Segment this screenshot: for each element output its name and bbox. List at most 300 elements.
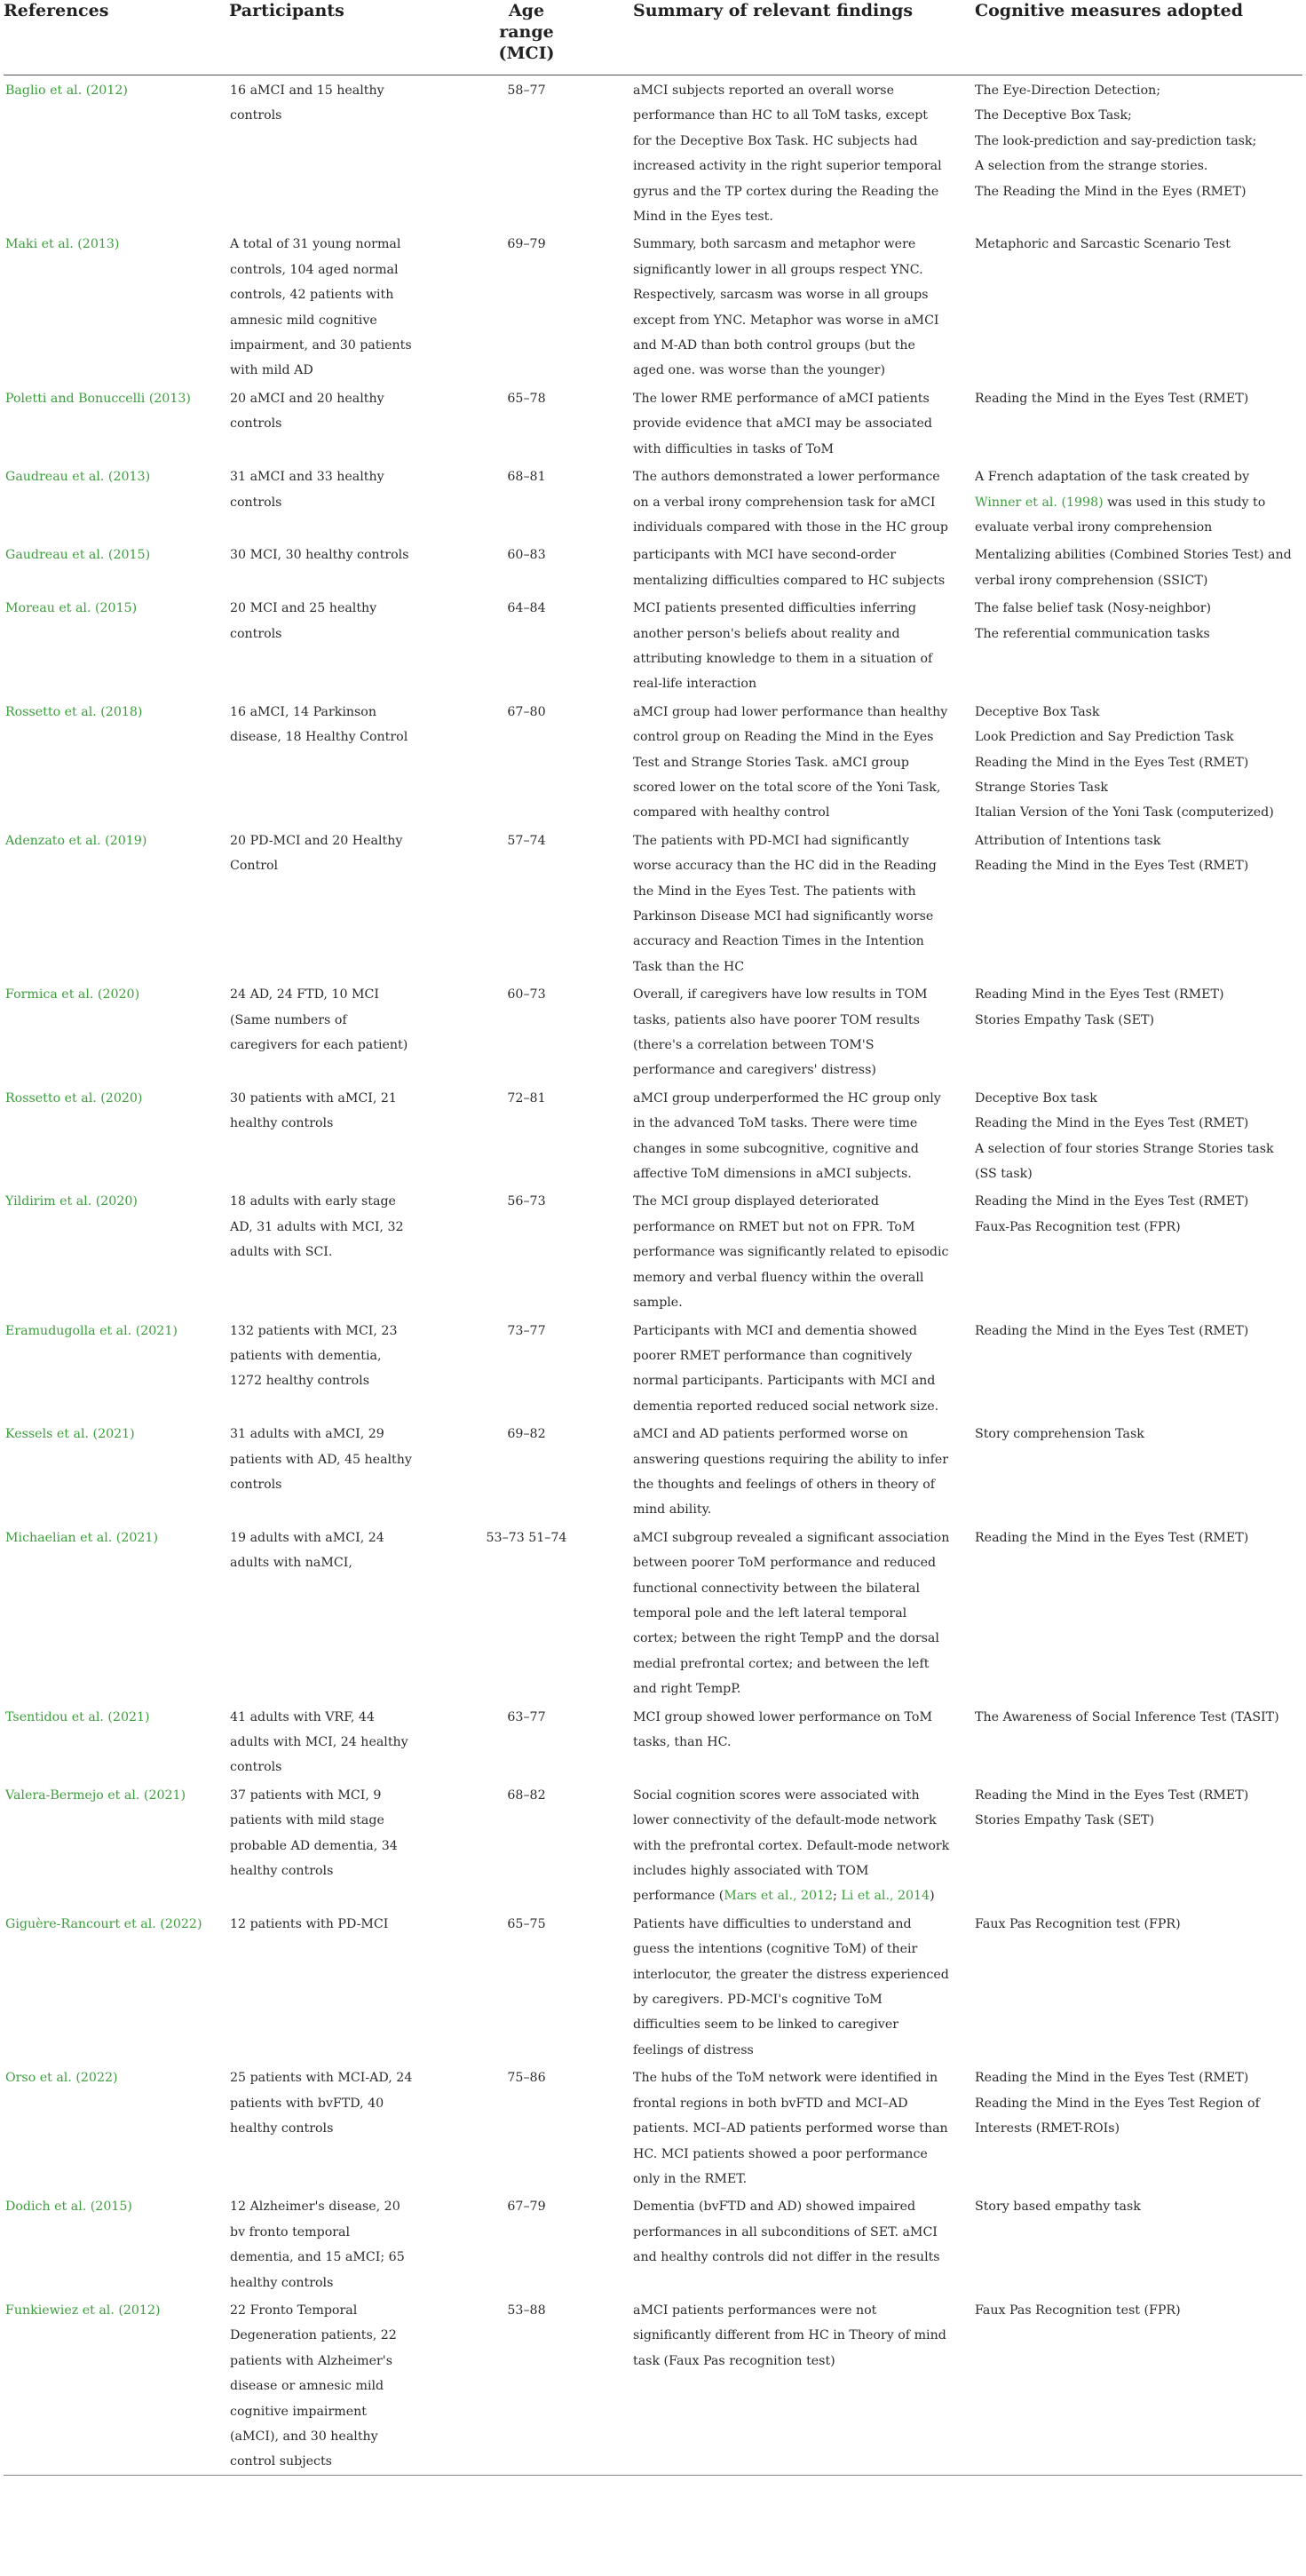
reference-authors[interactable]: Yildirim et al. ( bbox=[5, 1194, 101, 1209]
participants-text: 30 MCI, 30 healthy controls bbox=[230, 548, 409, 563]
findings-cell bbox=[633, 2063, 975, 2192]
reference-close-paren[interactable]: ) bbox=[145, 548, 151, 563]
age-range-cell bbox=[432, 2063, 633, 2192]
measures-cell bbox=[975, 2192, 1302, 2295]
reference-close-paren[interactable]: ) bbox=[145, 1709, 150, 1724]
reference-close-paren[interactable]: ) bbox=[132, 1194, 138, 1209]
measures-list bbox=[975, 386, 1297, 411]
measures-cell bbox=[975, 2063, 1302, 2192]
table-row bbox=[4, 462, 1302, 540]
age-range-cell bbox=[432, 2192, 633, 2295]
reference-authors[interactable]: Tsentidou et al. ( bbox=[5, 1709, 113, 1724]
age-range-cell bbox=[432, 1909, 633, 2063]
table-header bbox=[4, 0, 1302, 75]
header-row bbox=[4, 0, 1302, 75]
findings-text: The hubs of the ToM network were identified in frontal regions in both bvFTD and MCI–AD patients. MCI–AD patients performed worse than HC. MCI patients showed a poor performance only in the RMET. bbox=[633, 2071, 948, 2186]
header-findings: Summary of relevant findings bbox=[633, 1, 914, 20]
reference-authors[interactable]: Funkiewiez et al. ( bbox=[5, 2303, 123, 2318]
findings-cell bbox=[633, 979, 975, 1083]
reference-authors[interactable]: Dodich et al. ( bbox=[5, 2200, 96, 2215]
reference-cell bbox=[4, 826, 228, 979]
participants-cell bbox=[228, 2063, 432, 2192]
participants-text: 37 patients with MCI, 9 patients with mild stage probable AD dementia, 34 healthy controls bbox=[230, 1787, 398, 1879]
reference-cell bbox=[4, 593, 228, 697]
age-range-cell bbox=[432, 1316, 633, 1420]
participants-text: 16 aMCI and 15 healthy controls bbox=[230, 83, 384, 123]
age-range-text: 64–84 bbox=[507, 601, 546, 616]
measures-list bbox=[975, 2065, 1297, 2141]
reference-authors[interactable]: Rossetto et al. ( bbox=[5, 1090, 106, 1106]
table-row bbox=[4, 1186, 1302, 1315]
findings-text: Participants with MCI and dementia showed poorer RMET performance than cognitively normal participants. Participants with MCI and dementia reported reduced social network size. bbox=[633, 1323, 939, 1414]
age-range-text: 72–81 bbox=[507, 1090, 546, 1106]
measures-cell bbox=[975, 1083, 1302, 1187]
table-row bbox=[4, 2192, 1302, 2295]
findings-text: Dementia (bvFTD and AD) showed impaired performances in all subconditions of SET. aMCI and healthy controls did not differ in the results bbox=[633, 2200, 940, 2265]
measure-item: Reading the Mind in the Eyes Test (RMET) bbox=[975, 391, 1249, 406]
reference-year-link[interactable]: 2012 bbox=[123, 2303, 155, 2318]
reference-authors[interactable]: Eramudugolla et al. ( bbox=[5, 1323, 141, 1338]
findings-cell bbox=[633, 384, 975, 462]
reference-year-link[interactable]: 2021 bbox=[148, 1787, 181, 1803]
measures-list bbox=[975, 1086, 1297, 1187]
reference-close-paren[interactable]: ) bbox=[196, 1916, 202, 1931]
reference-authors[interactable]: Kessels et al. ( bbox=[5, 1427, 99, 1442]
reference-year-link[interactable]: 2013 bbox=[113, 470, 146, 485]
reference-year-link[interactable]: 2019 bbox=[109, 833, 142, 848]
participants-cell bbox=[228, 1186, 432, 1315]
measure-item: Reading the Mind in the Eyes Test (RMET) bbox=[975, 755, 1249, 770]
age-range-cell bbox=[432, 1702, 633, 1780]
measure-item: The false belief task (Nosy-neighbor) bbox=[975, 601, 1212, 616]
participants-text: 18 adults with early stage AD, 31 adults with MCI, 32 adults with SCI. bbox=[230, 1194, 404, 1260]
measures-list bbox=[975, 828, 1297, 879]
measures-cell bbox=[975, 1419, 1302, 1523]
measure-item: Reading the Mind in the Eyes Test (RMET) bbox=[975, 1323, 1249, 1338]
measures-cell bbox=[975, 1523, 1302, 1702]
table-row bbox=[4, 593, 1302, 697]
findings-cell bbox=[633, 462, 975, 540]
participants-cell bbox=[228, 1780, 432, 1909]
participants-cell bbox=[228, 1523, 432, 1702]
findings-cell bbox=[633, 826, 975, 979]
reference-close-paren[interactable]: ) bbox=[180, 1787, 186, 1803]
participants-text: 41 adults with VRF, 44 adults with MCI, 24 healthy controls bbox=[230, 1709, 408, 1775]
participants-text: 20 MCI and 25 healthy controls bbox=[230, 601, 377, 641]
reference-cell bbox=[4, 2192, 228, 2295]
findings-text: The patients with PD-MCI had significantly worse accuracy than the HC did in the Reading the Mind in the Eyes Test. The patients with Parkinson Disease MCI had significantly worse accuracy and Reaction Times in the Intention Task than the HC bbox=[633, 833, 937, 974]
measures-list bbox=[975, 1783, 1297, 1834]
participants-cell bbox=[228, 2295, 432, 2475]
participants-text: 31 adults with aMCI, 29 patients with AD, 45 healthy controls bbox=[230, 1427, 412, 1492]
reference-authors[interactable]: Gaudreau et al. ( bbox=[5, 470, 114, 485]
measure-item: The referential communication tasks bbox=[975, 626, 1210, 641]
reference-cell bbox=[4, 979, 228, 1083]
findings-cell bbox=[633, 1316, 975, 1420]
participants-text: 12 patients with PD-MCI bbox=[230, 1916, 389, 1931]
table-row bbox=[4, 1316, 1302, 1420]
findings-text: aMCI group had lower performance than healthy control group on Reading the Mind in the Eyes Test and Strange Stories Task. aMCI group scored lower on the total score of the Yoni Task, compared with healthy control bbox=[633, 704, 948, 820]
reference-year-link[interactable]: 2021 bbox=[98, 1427, 131, 1442]
reference-authors[interactable]: Valera-Bermejo et al. ( bbox=[5, 1787, 149, 1803]
participants-cell bbox=[228, 1316, 432, 1420]
findings-close-paren: ) bbox=[930, 1889, 935, 1904]
participants-text: 24 AD, 24 FTD, 10 MCI (Same numbers of caregivers for each patient) bbox=[230, 987, 408, 1053]
measure-item: Deceptive Box Task bbox=[975, 704, 1100, 719]
measure-item: The look-prediction and say-prediction task; bbox=[975, 133, 1257, 148]
age-range-text: 68–82 bbox=[507, 1787, 546, 1803]
age-range-cell bbox=[432, 593, 633, 697]
measures-cell bbox=[975, 75, 1302, 230]
participants-text: 19 adults with aMCI, 24 adults with naMCI, bbox=[230, 1530, 384, 1571]
measures-cell bbox=[975, 593, 1302, 697]
measure-item: Reading the Mind in the Eyes Test (RMET) bbox=[975, 2071, 1249, 2086]
reference-close-paren[interactable]: ) bbox=[145, 470, 151, 485]
age-range-text: 65–75 bbox=[507, 1916, 546, 1931]
findings-text: Overall, if caregivers have low results in TOM tasks, patients also have poorer TOM results (there's a correlation between TOM'S performance and caregivers' distress) bbox=[633, 987, 928, 1078]
findings-text: aMCI group underperformed the HC group only in the advanced ToM tasks. There were time changes in some subcognitive, cognitive and affective ToM dimensions in aMCI subjects. bbox=[633, 1090, 941, 1182]
measures-cell bbox=[975, 979, 1302, 1083]
measure-item: The Reading the Mind in the Eyes (RMET) bbox=[975, 184, 1247, 199]
header-participants: Participants bbox=[229, 1, 344, 20]
participants-text: 16 aMCI, 14 Parkinson disease, 18 Healthy Control bbox=[230, 704, 408, 745]
age-range-cell bbox=[432, 826, 633, 979]
measures-list bbox=[975, 78, 1297, 204]
age-range-text: 67–80 bbox=[507, 704, 546, 719]
age-range-cell bbox=[432, 697, 633, 826]
participants-cell bbox=[228, 1083, 432, 1187]
participants-cell bbox=[228, 979, 432, 1083]
findings-text: The lower RME performance of aMCI patients provide evidence that aMCI may be associated with difficulties in tasks of ToM bbox=[633, 391, 932, 456]
table-row bbox=[4, 697, 1302, 826]
reference-close-paren[interactable]: ) bbox=[127, 2200, 132, 2215]
reference-close-paren[interactable]: ) bbox=[186, 391, 191, 406]
findings-cell bbox=[633, 229, 975, 383]
reference-year-link[interactable]: 2020 bbox=[102, 987, 135, 1003]
measure-item: The Eye-Direction Detection; bbox=[975, 83, 1161, 98]
measures-list bbox=[975, 1912, 1297, 1937]
reference-year-link[interactable]: 2021 bbox=[140, 1323, 173, 1338]
findings-text: participants with MCI have second-order mentalizing difficulties compared to HC subjects bbox=[633, 548, 946, 588]
measures-cell bbox=[975, 462, 1302, 540]
reference-close-paren[interactable]: ) bbox=[153, 1530, 158, 1545]
measures-cell bbox=[975, 697, 1302, 826]
reference-authors[interactable]: Maki et al. ( bbox=[5, 237, 83, 252]
participants-cell bbox=[228, 1702, 432, 1780]
reference-close-paren[interactable]: ) bbox=[131, 601, 138, 616]
participants-text: 20 PD-MCI and 20 Healthy Control bbox=[230, 833, 403, 874]
reference-cell bbox=[4, 462, 228, 540]
measure-item: The Awareness of Social Inference Test (TASIT) bbox=[975, 1709, 1279, 1724]
reference-cell bbox=[4, 2295, 228, 2475]
measures-list bbox=[975, 982, 1297, 1033]
age-range-text: 67–79 bbox=[507, 2200, 546, 2215]
findings-text: aMCI subjects reported an overall worse performance than HC to all ToM tasks, except for the Deceptive Box Task. HC subjects had increased activity in the right superior temporal gyrus and the TP cortex during the Reading the Mind in the Eyes test. bbox=[633, 83, 942, 225]
findings-text: Patients have difficulties to understand and guess the intentions (cognitive ToM) of their interlocutor, the greater the distress experienced by caregivers. PD-MCI's cognitive ToM difficulties seem to be linked to caregiver feelings of distress bbox=[633, 1916, 949, 2057]
age-range-text: 58–77 bbox=[507, 83, 546, 98]
table-row bbox=[4, 1909, 1302, 2063]
measures-cell bbox=[975, 1780, 1302, 1909]
measure-item: Faux Pas Recognition test (FPR) bbox=[975, 2303, 1181, 2318]
age-range-cell bbox=[432, 1083, 633, 1187]
measure-item: Look Prediction and Say Prediction Task bbox=[975, 730, 1234, 745]
measure-item: Faux Pas Recognition test (FPR) bbox=[975, 1916, 1181, 1931]
reference-cell bbox=[4, 1316, 228, 1420]
reference-authors[interactable]: Gaudreau et al. ( bbox=[5, 548, 114, 563]
table-row bbox=[4, 540, 1302, 593]
reference-close-paren[interactable]: ) bbox=[141, 833, 147, 848]
findings-cell bbox=[633, 75, 975, 230]
findings-cell bbox=[633, 1702, 975, 1780]
measures-list bbox=[975, 700, 1297, 826]
table-row bbox=[4, 1419, 1302, 1523]
participants-cell bbox=[228, 2192, 432, 2295]
reference-cell bbox=[4, 540, 228, 593]
table-row bbox=[4, 1780, 1302, 1909]
measure-item: Deceptive Box task bbox=[975, 1090, 1097, 1106]
table-row bbox=[4, 826, 1302, 979]
findings-separator: ; bbox=[833, 1889, 842, 1904]
reference-cell bbox=[4, 384, 228, 462]
age-range-text: 56–73 bbox=[507, 1194, 546, 1209]
findings-text: aMCI patients performances were not significantly different from HC in Theory of mind task (Faux Pas recognition test) bbox=[633, 2303, 946, 2368]
measure-item: The Deceptive Box Task; bbox=[975, 108, 1132, 123]
measures-cell bbox=[975, 1702, 1302, 1780]
reference-year-link[interactable]: 2021 bbox=[121, 1530, 154, 1545]
measures-list bbox=[975, 1189, 1297, 1240]
measure-item: Story based empathy task bbox=[975, 2200, 1141, 2215]
measures-text: A French adaptation of the task created by bbox=[975, 470, 1250, 485]
participants-text: 25 patients with MCI-AD, 24 patients with bvFTD, 40 healthy controls bbox=[230, 2071, 413, 2136]
reference-authors[interactable]: Poletti and Bonuccelli ( bbox=[5, 391, 154, 406]
age-range-text: 69–79 bbox=[507, 237, 546, 252]
participants-text: A total of 31 young normal controls, 104 aged normal controls, 42 patients with amnesic mild cognitive impairment, and 30 patients with mild AD bbox=[230, 237, 412, 378]
reference-close-paren[interactable]: ) bbox=[113, 2071, 118, 2086]
measure-item: Reading Mind in the Eyes Test (RMET) bbox=[975, 987, 1224, 1003]
measure-item: A selection of four stories Strange Stories task (SS task) bbox=[975, 1141, 1274, 1182]
findings-text: The authors demonstrated a lower performance on a verbal irony comprehension task for aMCI individuals compared with those in the HC group bbox=[633, 470, 948, 535]
measures-text: was used in this study to evaluate verbal irony comprehension bbox=[975, 495, 1266, 535]
reference-authors[interactable]: Orso et al. ( bbox=[5, 2071, 81, 2086]
measures-cell bbox=[975, 1909, 1302, 2063]
measure-item: Stories Empathy Task (SET) bbox=[975, 1012, 1154, 1027]
age-range-cell bbox=[432, 540, 633, 593]
age-range-cell bbox=[432, 2295, 633, 2475]
findings-cell bbox=[633, 1186, 975, 1315]
participants-text: 20 aMCI and 20 healthy controls bbox=[230, 391, 384, 432]
header-measures: Cognitive measures adopted bbox=[975, 1, 1243, 20]
age-range-cell bbox=[432, 462, 633, 540]
reference-cell bbox=[4, 1083, 228, 1187]
reference-authors[interactable]: Rossetto et al. ( bbox=[5, 704, 106, 719]
measure-item: Faux-Pas Recognition test (FPR) bbox=[975, 1219, 1181, 1234]
measures-list bbox=[975, 1319, 1297, 1343]
reference-cell bbox=[4, 1780, 228, 1909]
age-range-text: 65–78 bbox=[507, 391, 546, 406]
measures-cell bbox=[975, 826, 1302, 979]
measures-cell bbox=[975, 384, 1302, 462]
measure-item: A selection from the strange stories. bbox=[975, 159, 1208, 174]
age-range-cell bbox=[432, 1419, 633, 1523]
reference-year-link[interactable]: 2021 bbox=[112, 1709, 146, 1724]
age-range-text: 60–83 bbox=[507, 548, 546, 563]
age-range-text: 75–86 bbox=[507, 2071, 546, 2086]
participants-cell bbox=[228, 826, 432, 979]
reference-year-link[interactable]: 2020 bbox=[100, 1194, 133, 1209]
header-age-range: Age range (MCI) bbox=[498, 1, 555, 63]
age-range-cell bbox=[432, 1780, 633, 1909]
reference-cell bbox=[4, 1523, 228, 1702]
measure-item: Reading the Mind in the Eyes Test (RMET) bbox=[975, 1116, 1249, 1131]
findings-citation-link[interactable]: Li et al., 2014 bbox=[841, 1889, 930, 1904]
references-table bbox=[4, 0, 1302, 2476]
reference-authors[interactable]: Adenzato et al. ( bbox=[5, 833, 110, 848]
age-range-cell bbox=[432, 979, 633, 1083]
age-range-text: 60–73 bbox=[507, 987, 546, 1003]
table-row bbox=[4, 229, 1302, 383]
reference-authors[interactable]: Baglio et al. ( bbox=[5, 83, 91, 98]
age-range-cell bbox=[432, 384, 633, 462]
reference-close-paren[interactable]: ) bbox=[123, 83, 128, 98]
measures-list bbox=[975, 543, 1297, 593]
reference-year-link[interactable]: 2015 bbox=[113, 548, 146, 563]
measures-citation-link[interactable]: Winner et al. (1998) bbox=[975, 495, 1104, 510]
findings-text: aMCI subgroup revealed a significant association between poorer ToM performance and reduced functional connectivity between the bilateral temporal pole and the left lateral temporal cortex; between the right TempP and the dorsal medial prefrontal cortex; and between the left and right TempP. bbox=[633, 1530, 950, 1697]
measures-list bbox=[975, 596, 1297, 646]
reference-close-paren[interactable]: ) bbox=[134, 987, 140, 1003]
age-range-text: 57–74 bbox=[507, 833, 546, 848]
measure-item: Strange Stories Task bbox=[975, 780, 1108, 795]
measure-item: Reading the Mind in the Eyes Test (RMET) bbox=[975, 859, 1249, 874]
reference-cell bbox=[4, 75, 228, 230]
reference-year-link[interactable]: 2022 bbox=[164, 1916, 197, 1931]
reference-year-link[interactable]: 2013 bbox=[82, 237, 115, 252]
age-range-cell bbox=[432, 1523, 633, 1702]
reference-cell bbox=[4, 2063, 228, 2192]
participants-cell bbox=[228, 75, 432, 230]
measure-item: Reading the Mind in the Eyes Test (RMET) bbox=[975, 1194, 1249, 1209]
age-range-text: 53–73 51–74 bbox=[486, 1530, 567, 1545]
table-row bbox=[4, 1523, 1302, 1702]
reference-year-link[interactable]: 2015 bbox=[99, 601, 132, 616]
findings-text: Social cognition scores were associated with lower connectivity of the default-mode network with the prefrontal cortex. Default-mode network includes highly associated with TOM performance ( bbox=[633, 1787, 950, 1904]
findings-cell bbox=[633, 2295, 975, 2475]
reference-year-link[interactable]: 2012 bbox=[91, 83, 123, 98]
measure-item: Reading the Mind in the Eyes Test Region of Interests (RMET-ROIs) bbox=[975, 2096, 1260, 2136]
findings-text: Summary, both sarcasm and metaphor were significantly lower in all groups respect YNC. Respectively, sarcasm was worse in all groups except from YNC. Metaphor was worse in aMCI and M-AD than both control groups (but the aged one. was worse than the younger) bbox=[633, 237, 939, 378]
reference-cell bbox=[4, 1702, 228, 1780]
measures-cell bbox=[975, 1186, 1302, 1315]
measure-item: Reading the Mind in the Eyes Test (RMET) bbox=[975, 1530, 1249, 1545]
measures-list bbox=[975, 1422, 1297, 1447]
reference-cell bbox=[4, 1909, 228, 2063]
reference-year-link[interactable]: 2022 bbox=[80, 2071, 114, 2086]
findings-cell bbox=[633, 1523, 975, 1702]
measures-cell bbox=[975, 2295, 1302, 2475]
table-row bbox=[4, 2063, 1302, 2192]
age-range-cell bbox=[432, 229, 633, 383]
reference-authors[interactable]: Michaelian et al. ( bbox=[5, 1530, 122, 1545]
participants-text: 22 Fronto Temporal Degeneration patients, 22 patients with Alzheimer's disease or amnesic mild cognitive impairment (aMCI), and 30 healthy control subjects bbox=[230, 2303, 397, 2469]
participants-cell bbox=[228, 1419, 432, 1523]
participants-cell bbox=[228, 384, 432, 462]
participants-cell bbox=[228, 462, 432, 540]
measure-item: Attribution of Intentions task bbox=[975, 833, 1161, 848]
participants-cell bbox=[228, 1909, 432, 2063]
measure-item: Reading the Mind in the Eyes Test (RMET) bbox=[975, 1787, 1249, 1803]
findings-cell bbox=[633, 1909, 975, 2063]
reference-close-paren[interactable]: ) bbox=[137, 704, 143, 719]
participants-cell bbox=[228, 697, 432, 826]
age-range-text: 69–82 bbox=[507, 1427, 546, 1442]
reference-cell bbox=[4, 697, 228, 826]
measures-list bbox=[975, 232, 1297, 257]
reference-authors[interactable]: Formica et al. ( bbox=[5, 987, 103, 1003]
measure-item: Story comprehension Task bbox=[975, 1427, 1144, 1442]
measures-cell bbox=[975, 1316, 1302, 1420]
age-range-text: 63–77 bbox=[507, 1709, 546, 1724]
reference-authors[interactable]: Giguère-Rancourt et al. ( bbox=[5, 1916, 165, 1931]
findings-cell bbox=[633, 1083, 975, 1187]
age-range-text: 68–81 bbox=[507, 470, 546, 485]
measure-item: Stories Empathy Task (SET) bbox=[975, 1813, 1154, 1828]
measures-list bbox=[975, 2194, 1297, 2219]
findings-cell bbox=[633, 540, 975, 593]
participants-text: 12 Alzheimer's disease, 20 bv fronto temporal dementia, and 15 aMCI; 65 healthy controls bbox=[230, 2200, 405, 2290]
age-range-text: 73–77 bbox=[507, 1323, 546, 1338]
measures-cell bbox=[975, 229, 1302, 383]
reference-authors[interactable]: Moreau et al. ( bbox=[5, 601, 100, 616]
measure-item: Metaphoric and Sarcastic Scenario Test bbox=[975, 237, 1231, 252]
table-row bbox=[4, 75, 1302, 230]
findings-text: MCI patients presented difficulties inferring another person's beliefs about reality and attributing knowledge to them in a situation of real-life interaction bbox=[633, 601, 933, 692]
measures-list bbox=[975, 1705, 1297, 1730]
table-row bbox=[4, 384, 1302, 462]
participants-text: 31 aMCI and 33 healthy controls bbox=[230, 470, 384, 510]
measures-list bbox=[975, 1526, 1297, 1550]
participants-cell bbox=[228, 229, 432, 383]
reference-year-link[interactable]: 2020 bbox=[105, 1090, 138, 1106]
measure-item: Mentalizing abilities (Combined Stories Test) and verbal irony comprehension (SSICT) bbox=[975, 548, 1292, 588]
participants-text: 30 patients with aMCI, 21 healthy controls bbox=[230, 1090, 397, 1131]
table-row bbox=[4, 1083, 1302, 1187]
participants-cell bbox=[228, 593, 432, 697]
reference-year-link[interactable]: 2018 bbox=[105, 704, 138, 719]
reference-year-link[interactable]: 2013 bbox=[154, 391, 186, 406]
measures-cell bbox=[975, 540, 1302, 593]
table-row bbox=[4, 979, 1302, 1083]
findings-citation-link[interactable]: Mars et al., 2012 bbox=[724, 1889, 834, 1904]
reference-close-paren[interactable]: ) bbox=[172, 1323, 178, 1338]
reference-close-paren[interactable]: ) bbox=[130, 1427, 135, 1442]
reference-close-paren[interactable]: ) bbox=[137, 1090, 143, 1106]
reference-cell bbox=[4, 229, 228, 383]
findings-text: The MCI group displayed deteriorated performance on RMET but not on FPR. ToM performance was significantly related to episodic memory and verbal fluency within the overall sample. bbox=[633, 1194, 949, 1311]
reference-year-link[interactable]: 2015 bbox=[95, 2200, 128, 2215]
measure-item: Italian Version of the Yoni Task (computerized) bbox=[975, 805, 1274, 820]
findings-cell bbox=[633, 593, 975, 697]
table-body bbox=[4, 75, 1302, 2476]
findings-text: aMCI and AD patients performed worse on answering questions requiring the ability to infer the thoughts and feelings of others in theory of mind ability. bbox=[633, 1427, 949, 1518]
reference-close-paren[interactable]: ) bbox=[114, 237, 120, 252]
findings-cell bbox=[633, 1419, 975, 1523]
measures-list bbox=[975, 2298, 1297, 2323]
age-range-cell bbox=[432, 75, 633, 230]
reference-close-paren[interactable]: ) bbox=[154, 2303, 161, 2318]
age-range-text: 53–88 bbox=[507, 2303, 546, 2318]
participants-cell bbox=[228, 540, 432, 593]
findings-text: MCI group showed lower performance on ToM tasks, than HC. bbox=[633, 1709, 932, 1749]
